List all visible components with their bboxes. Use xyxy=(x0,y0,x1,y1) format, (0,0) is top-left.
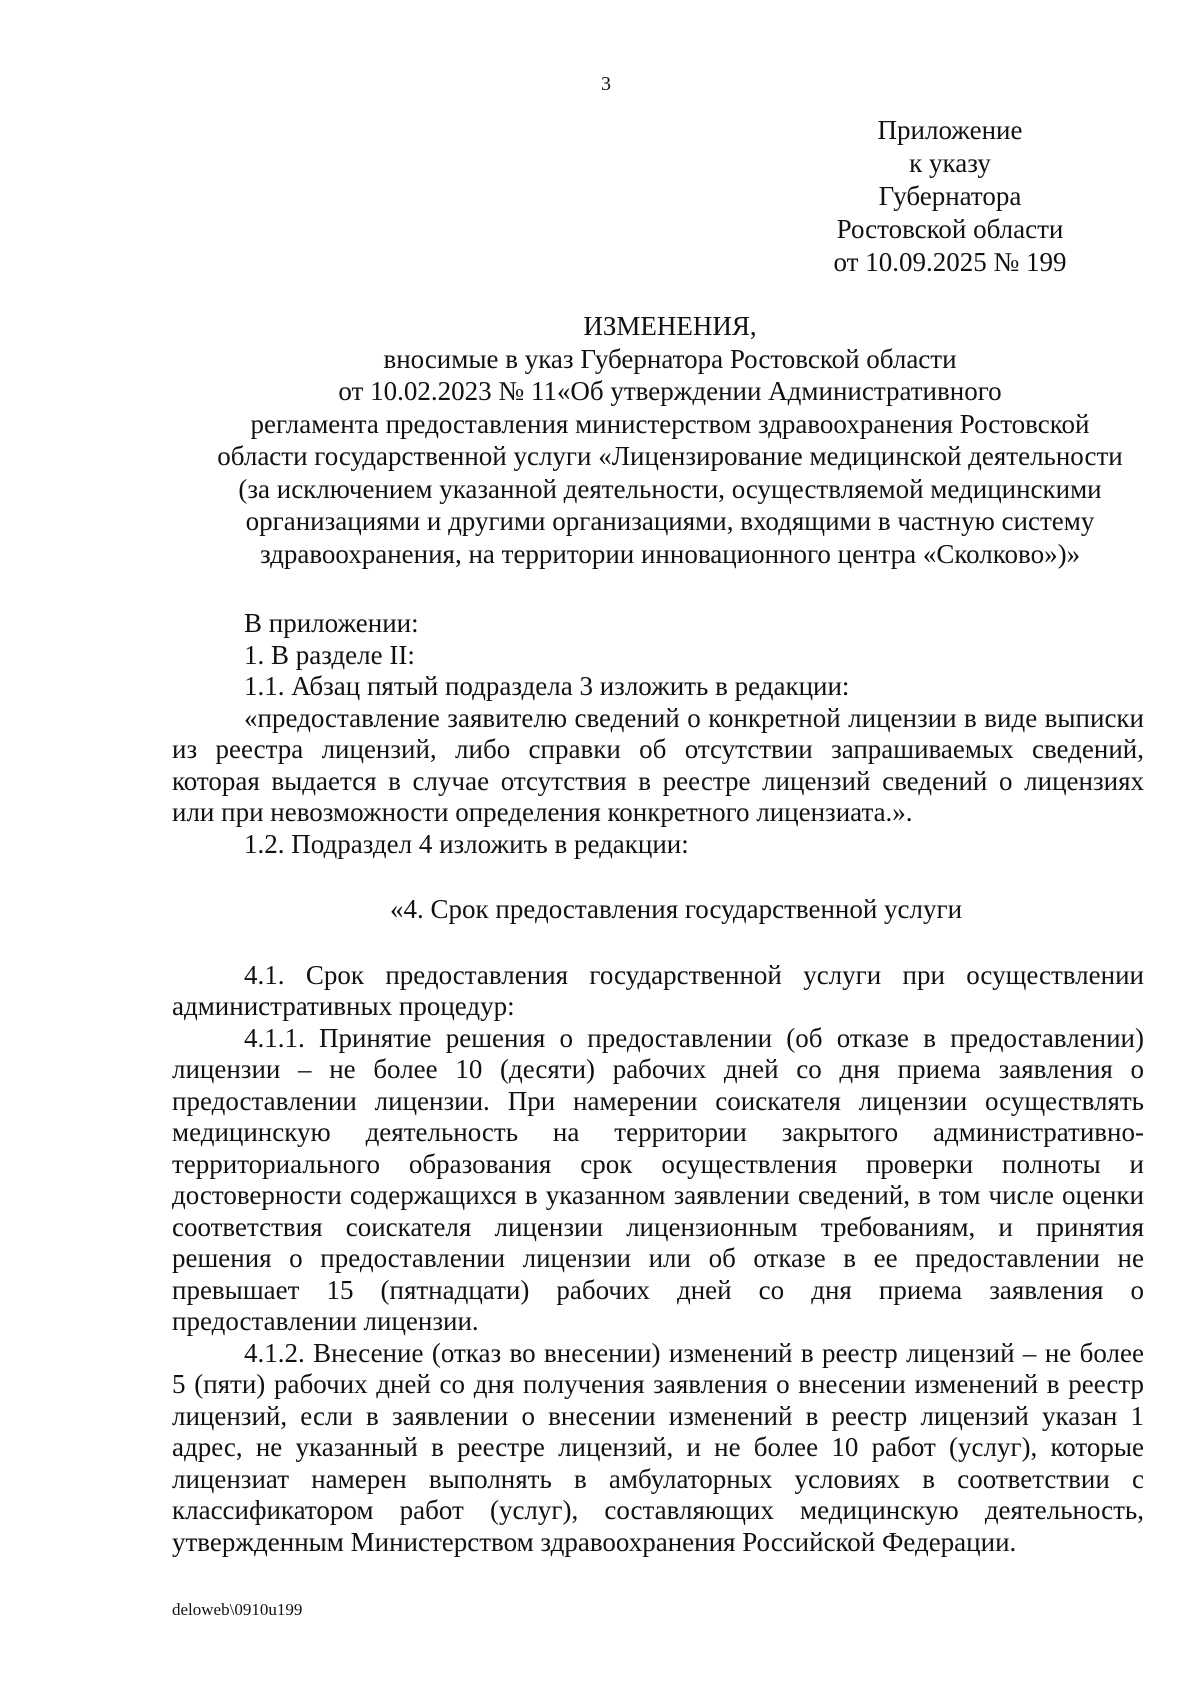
paragraph-4-1-2: 4.1.2. Внесение (отказ во внесении) изменений в реестр лицензий – не более 5 (пяти) рабочих дней со дня получения заявления о внесении изменений в реестр лицензий, если в заявлении о внесении изменений в реестр лицензий указан 1 адрес, не указанный в реестре лицензий, и не более 10 работ (услуг), которые лицензиат намерен выполнять в амбулаторных условиях в соответствии с классификатором работ (услуг), составляющих медицинскую деятельность, утвержденным Министерством здравоохранения Российской Федерации. xyxy=(172,1337,1144,1557)
appendix-line: от 10.09.2025 № 199 xyxy=(833,247,1067,277)
item-1-1-paragraph: 1.1. Абзац пятый подраздела 3 изложить в редакции: xyxy=(244,671,850,701)
title-line: регламента предоставления министерством здравоохранения Ростовской xyxy=(250,408,1090,439)
title-line: (за исключением указанной деятельности, осуществляемой медицинскими xyxy=(238,473,1102,504)
page-number: 3 xyxy=(601,73,611,95)
appendix-line: Губернатора xyxy=(878,181,1022,211)
title-line: здравоохранения, на территории инновационного центра «Сколково»)» xyxy=(259,538,1081,569)
quote-1-1-paragraph: «предоставление заявителю сведений о конкретной лицензии в виде выписки из реестра лицензий, либо справки об отсутствии запрашиваемых сведений, которая выдается в случае отсутствия в реестре лицензий сведений о лицензиях или при невозможности определения конкретного лицензиата.». xyxy=(172,702,1144,827)
appendix-line: к указу xyxy=(909,148,991,178)
appendix-block xyxy=(833,114,1067,279)
title-heading: ИЗМЕНЕНИЯ, xyxy=(583,311,757,341)
paragraph-4-1: 4.1. Срок предоставления государственной услуги при осуществлении административных процедур: xyxy=(172,959,1144,1021)
title-line: от 10.02.2023 № 11«Об утверждении Административного xyxy=(338,376,1002,406)
title-line: организациями и другими организациями, входящими в частную систему xyxy=(245,506,1095,536)
appendix-line: Ростовской области xyxy=(836,214,1064,244)
intro-paragraph: В приложении: xyxy=(244,608,419,638)
paragraph-4-1-1: 4.1.1. Принятие решения о предоставлении (об отказе в предоставлении) лицензии – не более 10 (десяти) рабочих дней со дня приема заявления о предоставлении лицензии. При намерении соискателя лицензии осуществлять медицинскую деятельность на территории закрытого административно-территориального образования срок осуществления проверки полноты и достоверности содержащихся в указанном заявлении сведений, в том числе оценки соответствия соискателя лицензии лицензионным требованиям, и принятия решения о предоставлении лицензии или об отказе в ее предоставлении не превышает 15 (пятнадцати) рабочих дней со дня приема заявления о предоставлении лицензии. xyxy=(172,1022,1144,1336)
document-body xyxy=(172,608,1144,1558)
title-line: области государственной услуги «Лицензирование медицинской деятельности xyxy=(217,441,1123,471)
item-1-2-paragraph: 1.2. Подраздел 4 изложить в редакции: xyxy=(244,828,689,859)
appendix-line: Приложение xyxy=(877,115,1023,145)
section-4-heading: «4. Срок предоставления государственной услуги xyxy=(390,894,963,924)
footer-doc-id: deloweb\0910u199 xyxy=(172,1600,303,1619)
item-1-paragraph: 1. В разделе II: xyxy=(244,639,415,670)
title-line: вносимые в указ Губернатора Ростовской области xyxy=(383,343,957,374)
document-title xyxy=(120,310,1200,570)
